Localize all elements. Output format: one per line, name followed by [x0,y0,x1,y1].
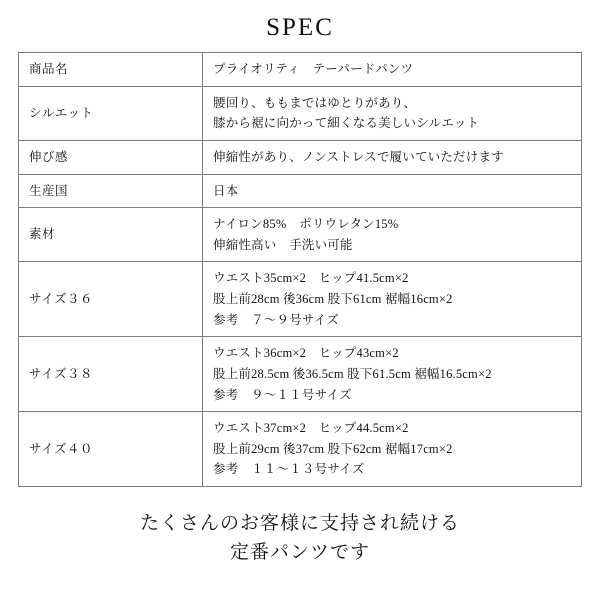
spec-row-value-line: 参考 ９～１１号サイズ [213,387,352,402]
spec-row-value-line: 伸縮性高い 手洗い可能 [213,237,353,252]
spec-row-value [203,86,582,140]
spec-row-value-line: ウエスト37cm×2 ヒップ44.5cm×2 [213,421,409,436]
spec-row-value-line: 膝から裾に向かって細くなる美しいシルエット [213,116,480,131]
spec-row-value-line: 腰回り、ももまではゆとりがあり、 [213,95,417,110]
page-title: SPEC [266,14,334,41]
spec-row-value-line: 参考 ７～９号サイズ [213,312,340,327]
spec-row-value [203,174,582,208]
spec-row-label: サイズ３６ [19,262,203,337]
spec-row-label: サイズ４０ [19,412,203,487]
spec-row-label: 生産国 [19,174,203,208]
spec-row-label: 商品名 [19,53,203,87]
table-row [19,86,582,140]
spec-row-value [203,140,582,174]
spec-row-value-line: 参考 １１～１３号サイズ [213,462,365,477]
table-row [19,174,582,208]
spec-row-value-line: 股上前28.5cm 後36.5cm 股下61.5cm 裾幅16.5cm×2 [213,366,492,381]
table-row [19,262,582,337]
spec-row-value-line: プライオリティ テーパードパンツ [213,62,414,76]
spec-row-value [203,262,582,337]
spec-table-container [0,52,600,487]
spec-table-body [19,53,582,487]
spec-row-value [203,412,582,487]
spec-row-value [203,208,582,262]
footer-message [0,509,600,568]
spec-row-label: 伸び感 [19,140,203,174]
spec-row-label: 素材 [19,208,203,262]
spec-row-value-line: 股上前29cm 後37cm 股下62cm 裾幅17cm×2 [213,441,453,456]
table-row [19,208,582,262]
spec-row-value-line: ウエスト35cm×2 ヒップ41.5cm×2 [213,271,409,286]
spec-row-value-line: ナイロン85% ポリウレタン15% [213,217,399,232]
spec-row-value-line: 日本 [213,183,239,198]
spec-row-label: サイズ３８ [19,337,203,412]
spec-row-value-line: 股上前28cm 後36cm 股下61cm 裾幅16cm×2 [213,292,453,306]
table-row [19,412,582,487]
spec-row-value [203,337,582,412]
table-row [19,53,582,87]
spec-row-value-line: ウエスト36cm×2 ヒップ43cm×2 [213,346,399,361]
table-row [19,140,582,174]
spec-row-value-line: 伸縮性があり、ノンストレスで履いていただけます [213,149,504,164]
spec-row-value [203,53,582,87]
table-row [19,337,582,412]
footer-line: たくさんのお客様に支持され続ける [139,513,460,534]
spec-row-label: シルエット [19,86,203,140]
spec-table [18,52,582,487]
footer-line: 定番パンツです [229,542,370,564]
